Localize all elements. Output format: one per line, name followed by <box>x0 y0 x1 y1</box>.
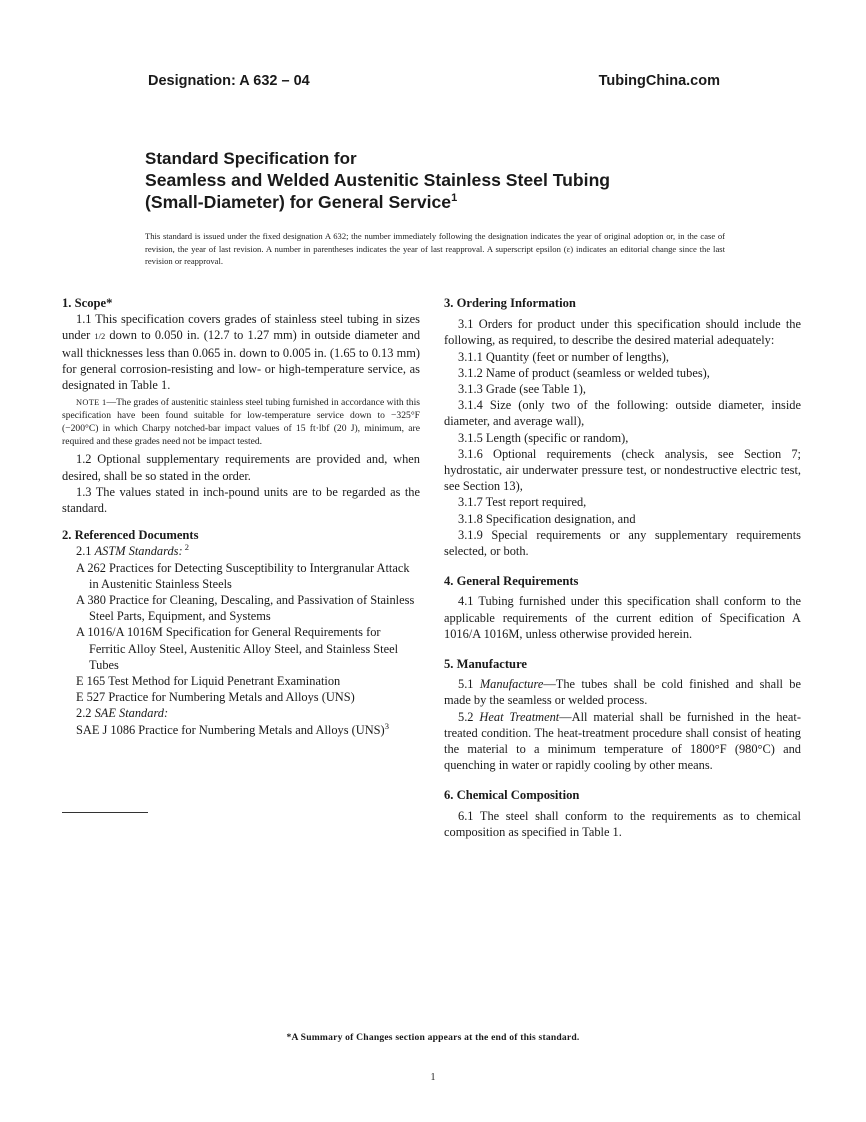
left-column <box>62 295 420 738</box>
astm-label: ASTM Standards: <box>94 544 183 559</box>
scope-p1-part-a: 1.1 This specification covers grades of stainless steel tubing in sizes under <box>62 312 420 343</box>
sae-num: 2.2 <box>76 706 95 721</box>
manufacture-p1-text: —The tubes shall be cold finished and shall be made by the seamless or welded process. <box>444 677 801 708</box>
ordering-item: 3.1.3 Grade (see Table 1), <box>458 382 586 397</box>
page-number: 1 <box>430 1072 436 1083</box>
summary-of-changes-note: *A Summary of Changes section appears at the end of this standard. <box>286 1032 580 1043</box>
astm-footnote-mark: 2 <box>182 542 189 553</box>
general-heading: 4. General Requirements <box>444 574 579 589</box>
manufacture-heading: 5. Manufacture <box>444 657 528 672</box>
manufacture-paragraph-1 <box>444 676 801 708</box>
chemical-paragraph-1: 6.1 The steel shall conform to the requirements as to chemical composition as specified in Table 1. <box>444 808 801 839</box>
ordering-item: 3.1.2 Name of product (seamless or welded tubes), <box>458 365 710 380</box>
document-title <box>145 148 735 213</box>
manufacture-p2-num: 5.2 <box>458 709 480 724</box>
title-line-3 <box>145 191 735 213</box>
general-paragraph-1: 4.1 Tubing furnished under this specification shall conform to the applicable requirements of the current edition of Specification A 1016/A 1016M, unless otherwise provided herein. <box>444 594 801 641</box>
ordering-item: 3.1.1 Quantity (feet or number of lengths), <box>458 349 669 364</box>
ordering-heading: 3. Ordering Information <box>444 296 576 310</box>
scope-heading: 1. Scope* <box>62 296 113 310</box>
ref-item: A 1016/A 1016M Specification for General Requirements for Ferritic Alloy Steel, Austenitic Alloy Steel, and Stainless Steel Tubes <box>76 625 399 672</box>
title-footnote-mark: 1 <box>451 192 458 204</box>
manufacture-p1-num: 5.1 <box>458 677 480 692</box>
designation-label: Designation: A 632 – 04 <box>148 73 310 89</box>
sae-standard-label <box>62 705 420 721</box>
scope-paragraph-1 <box>62 311 420 393</box>
ordering-item: 3.1.5 Length (specific or random), <box>458 430 629 445</box>
chemical-heading: 6. Chemical Composition <box>444 788 580 803</box>
right-column <box>444 295 801 840</box>
note-text: —The grades of austenitic stainless steel tubing furnished in accordance with this specification have been found suitable for low-temperature service down to −325°F (−200°C) in which Charpy notched-bar impact values of 15 ft·lbf (20 J), minimum, are required and these grades need not be impact tested. <box>62 397 420 447</box>
ref-item: A 262 Practices for Detecting Susceptibility to Intergranular Attack in Austenitic Stainless Steels <box>76 560 410 591</box>
scope-paragraph-2: 1.2 Optional supplementary requirements are provided and, when desired, shall be so stated in the order. <box>62 452 420 483</box>
footnote-divider <box>62 812 148 813</box>
ordering-item: 3.1.6 Optional requirements (check analysis, see Section 7; hydrostatic, air underwater pressure test, or nondestructive electric test, see Section 13), <box>444 446 801 494</box>
issue-note: This standard is issued under the fixed designation A 632; the number immediately following the designation indicates the year of original adoption or, in the case of revision, the year of last revision. A number in parentheses indicates the year of last reapproval. A superscript epsilon (ε) indicates an editorial change since the last revision or reapproval. <box>145 231 725 267</box>
ordering-item: 3.1.4 Size (only two of the following: outside diameter, inside diameter, and average wall), <box>444 398 801 429</box>
manufacture-p2-text: —All material shall be furnished in the heat-treated condition. The heat-treatment procedure shall consist of heating the material to a minimum temperature of 1800°F (980°C) and quenching in water or rapidly cooling by other means. <box>444 709 801 773</box>
manufacture-p1-label: Manufacture <box>479 677 544 692</box>
title-line-1: Standard Specification for <box>145 149 357 168</box>
note-label: NOTE 1 <box>76 398 107 408</box>
fraction-half: 1/2 <box>94 331 106 342</box>
title-line-2: Seamless and Welded Austenitic Stainless Steel Tubing <box>145 170 611 190</box>
astm-standards-label <box>62 543 420 559</box>
ordering-item: 3.1.7 Test report required, <box>458 495 587 510</box>
ref-item-sae <box>62 722 420 738</box>
ref-item: E 527 Practice for Numbering Metals and Alloys (UNS) <box>76 690 355 705</box>
scope-paragraph-3: 1.3 The values stated in inch-pound units are to be regarded as the standard. <box>62 484 420 516</box>
ordering-item: 3.1.8 Specification designation, and <box>458 511 636 526</box>
ref-item: A 380 Practice for Cleaning, Descaling, and Passivation of Stainless Steel Parts, Equipment, and Systems <box>76 593 415 624</box>
sae-label: SAE Standard: <box>94 706 169 721</box>
ref-item: E 165 Test Method for Liquid Penetrant Examination <box>76 674 341 689</box>
manufacture-paragraph-2 <box>444 709 801 774</box>
sae-footnote-mark: 3 <box>384 720 389 731</box>
scope-p1-part-b: down to 0.050 in. (12.7 to 1.27 mm) in outside diameter and wall thicknesses less than 0.065 in. down to 0.005 in. (1.65 to 0.13 mm) for general corrosion-resisting and low- or high-temperature service, as designated in Table 1. <box>62 328 421 393</box>
scope-note-1 <box>62 397 420 448</box>
referenced-heading: 2. Referenced Documents <box>62 528 199 543</box>
site-name: TubingChina.com <box>598 73 720 89</box>
astm-num: 2.1 <box>76 544 95 559</box>
ordering-item: 3.1.9 Special requirements or any supplementary requirements selected, or both. <box>444 527 801 559</box>
title-line-3-text: (Small-Diameter) for General Service <box>145 192 452 212</box>
sae-item-text: SAE J 1086 Practice for Numbering Metals and Alloys (UNS) <box>76 722 385 737</box>
manufacture-p2-label: Heat Treatment <box>479 709 560 724</box>
ordering-intro: 3.1 Orders for product under this specification should include the following, as required, to describe the desired material adequately: <box>444 317 801 348</box>
